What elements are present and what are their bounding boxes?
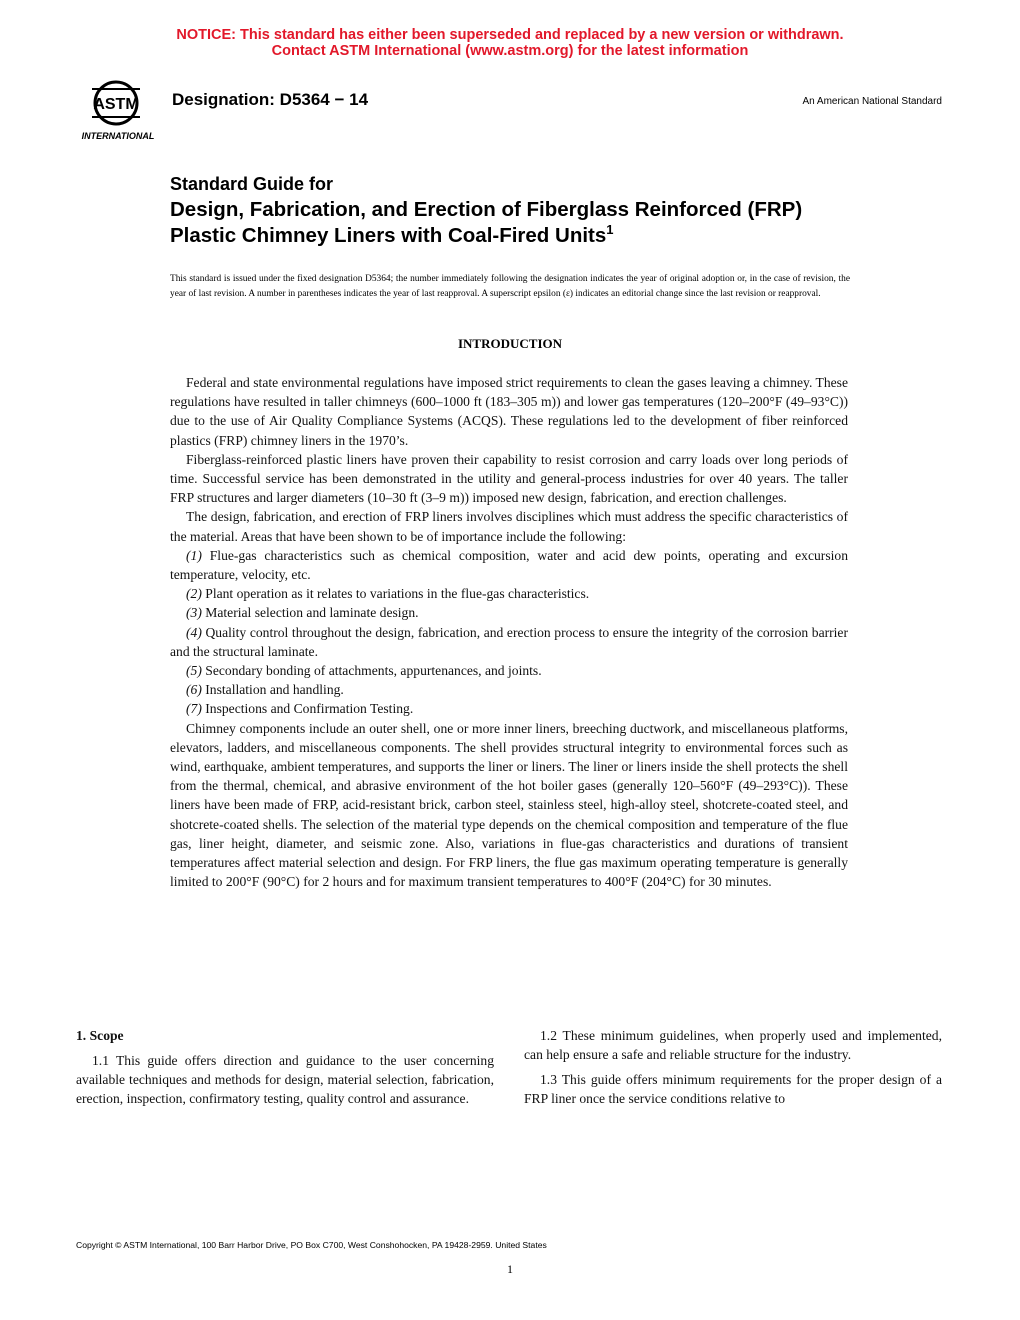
- designation: Designation: D5364 − 14: [172, 90, 369, 109]
- list-item-text: Secondary bonding of attachments, appurtenances, and joints.: [205, 663, 542, 679]
- withdrawal-notice: [0, 27, 1020, 59]
- intro-list-item: [170, 661, 848, 680]
- list-item-number: (4): [186, 624, 202, 640]
- astm-logo: [76, 75, 160, 143]
- list-item-number: (2): [186, 586, 202, 602]
- scope-paragraph-1-2: 1.2 These minimum guidelines, when properly used and implemented, can help ensure a safe and reliable structure for the industry.: [524, 1028, 942, 1062]
- title-main: [170, 197, 870, 249]
- intro-paragraph: The design, fabrication, and erection of FRP liners involves disciplines which must address the specific characteristics of the material. Areas that have been shown to be of importance include the following:: [170, 509, 848, 544]
- notice-line-2: Contact ASTM International (www.astm.org) for the latest information: [271, 43, 749, 59]
- intro-closing-paragraph: Chimney components include an outer shell, one or more inner liners, breeching ductwork, and miscellaneous platforms, elevators, ladders, and miscellaneous components. The shell provides structural integrity to environmental forces such as wind, earthquake, ambient temperatures, and supports the liner or liners. The liner or liners inside the shell protects the shell from the thermal, chemical, and abrasive environment of the hot boiler gases (generally 120–560°F (49–293°C)). These liners have been made of FRP, acid-resistant brick, carbon steel, stainless steel, high-alloy steel, shotcrete-coated steel, and shotcrete-coated shells. The selection of the material type depends on the chemical composition and temperature of the flue gas, liner height, diameter, and seismic zone. Also, variations in flue-gas characteristics and durations of transient temperatures affect material selection and design. For FRP liners, the flue gas maximum operating temperature is generally limited to 200°F (90°C) for 2 hours and for maximum transient temperatures to 400°F (204°C) for 30 minutes.: [170, 720, 848, 890]
- list-item-text: Installation and handling.: [205, 682, 344, 698]
- right-column: [524, 1026, 942, 1108]
- scope-heading: 1. Scope: [76, 1028, 124, 1043]
- introduction-body: [170, 373, 848, 891]
- list-item-number: (7): [186, 701, 202, 717]
- list-item-text: Material selection and laminate design.: [205, 605, 419, 621]
- title-footnote-ref: 1: [606, 222, 614, 237]
- national-standard-label: An American National Standard: [802, 96, 942, 107]
- introduction-heading: INTRODUCTION: [457, 336, 562, 351]
- logo-mark-text: ASTM: [93, 96, 139, 113]
- intro-list-item: [170, 546, 848, 584]
- title-line-1: Standard Guide for: [170, 174, 334, 194]
- issuance-note: This standard is issued under the fixed designation D5364; the number immediately following the designation indicates the year of original adoption or, in the case of revision, the year of last revision. A number in parentheses indicates the year of last reapproval. A superscript epsilon (ε) indicates an editorial change since the last revision or reapproval.: [170, 274, 850, 299]
- list-item-text: Flue-gas characteristics such as chemical composition, water and acid dew points, operating and excursion temperature, velocity, etc.: [170, 547, 848, 583]
- list-item-number: (3): [186, 605, 202, 621]
- document-title: [170, 173, 870, 249]
- page-number: 1: [507, 1262, 513, 1276]
- list-item-number: (5): [186, 663, 202, 679]
- list-item-text: Inspections and Confirmation Testing.: [205, 701, 414, 717]
- intro-paragraph: Fiberglass-reinforced plastic liners have proven their capability to resist corrosion and carry loads over long periods of time. Successful service has been demonstrated in the utility and general-process industries for over 40 years. The taller FRP structures and larger diameters (10–30 ft (3–9 m)) imposed new design, fabrication, and erection challenges.: [170, 451, 848, 506]
- notice-line-1: NOTICE: This standard has either been superseded and replaced by a new version or withdrawn.: [176, 27, 844, 43]
- list-item-text: Quality control throughout the design, fabrication, and erection process to ensure the integrity of the corrosion barrier and the structural laminate.: [170, 624, 848, 659]
- intro-list-item: [170, 699, 848, 718]
- left-column: [76, 1026, 494, 1108]
- intro-list-item: [170, 680, 848, 699]
- intro-paragraph: Federal and state environmental regulations have imposed strict requirements to clean the gases leaving a chimney. These regulations have resulted in taller chimneys (600–1000 ft (183–305 m)) and lower gas temperatures (120–200°F (49–93°C)) due to the use of Air Quality Compliance Systems (ACQS). These regulations led to the development of fiber reinforced plastics (FRP) chimney liners in the 1970’s.: [170, 375, 848, 448]
- intro-list-item: [170, 584, 848, 603]
- intro-list-item: [170, 623, 848, 661]
- title-main-text: Design, Fabrication, and Erection of Fiberglass Reinforced (FRP) Plastic Chimney Liners with Coal-Fired Units: [170, 198, 803, 247]
- copyright-notice: Copyright © ASTM International, 100 Barr Harbor Drive, PO Box C700, West Conshohocken, PA 19428-2959. United States: [76, 1240, 547, 1250]
- intro-list-item: [170, 603, 848, 622]
- list-item-number: (1): [186, 547, 202, 563]
- scope-paragraph-1-1: 1.1 This guide offers direction and guidance to the user concerning available techniques and methods for design, material selection, fabrication, erection, inspection, confirmatory testing, quality control and assurance.: [76, 1053, 494, 1106]
- list-item-number: (6): [186, 682, 202, 698]
- scope-paragraph-1-3: 1.3 This guide offers minimum requirements for the proper design of a FRP liner once the service conditions relative to: [524, 1072, 942, 1106]
- logo-subtext: INTERNATIONAL: [81, 131, 155, 141]
- list-item-text: Plant operation as it relates to variations in the flue-gas characteristics.: [205, 586, 590, 602]
